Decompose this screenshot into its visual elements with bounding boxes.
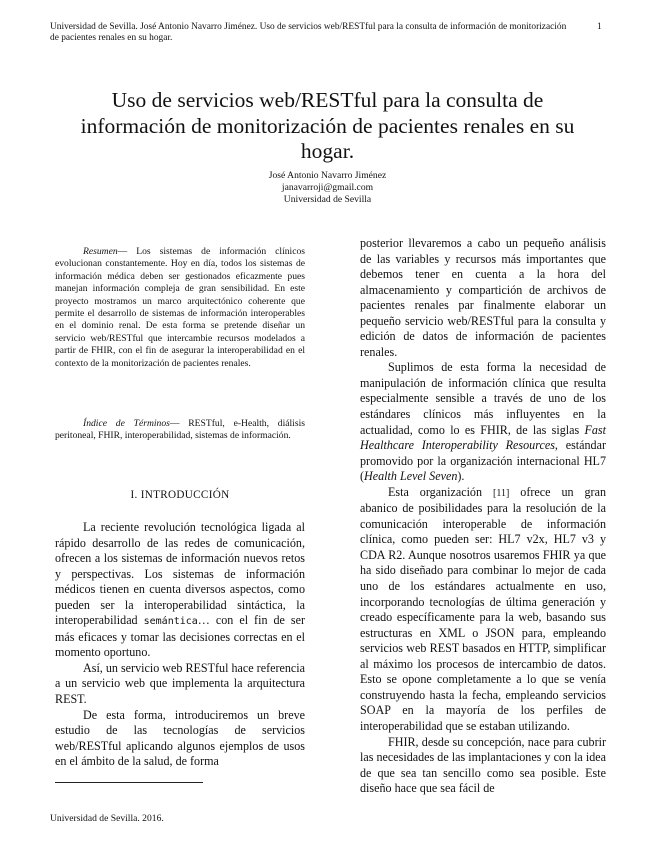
paragraph: De esta forma, introduciremos un breve estudio de las tecnologías de servicios web/RESTful aplicando algunos ejemplos de usos en el ámbito de la salud, de forma <box>55 707 305 769</box>
index-terms-dash: — <box>169 418 180 429</box>
author-name: José Antonio Navarro Jiménez <box>268 170 387 181</box>
section-heading: I. INTRODUCCIÓN <box>130 489 230 501</box>
footnote-rule <box>55 782 203 783</box>
author-block <box>0 170 655 206</box>
paragraph: FHIR, desde su concepción, nace para cubrir las necesidades de las implantaciones y con la idea de que sea tan sencillo como sea posible. Este diseño hace que sea fácil de <box>360 734 606 796</box>
paragraph: Esta organización [11] ofrece un gran abanico de posibilidades para la resolución de la comunicación interoperable de información clínica, como pueden ser: HL7 v2x, HL7 v3 y CDA R2. Aunque nosotros usaremos FHIR ya que ha sido diseñado para combinar lo mejor de cada uno de los estándares actualmente en uso, incorporando tecnologías de última generación y creado específicamente para la web, basando sus estructuras en XML o JSON para, empleando servicios web REST basados en HTTP, simplificar al máximo los procesos de intercambio de datos. Esto se opone completamente a lo que se venía construyendo hasta la fecha, empleando servicios SOAP en la mayoría de los perfiles de interoperabilidad que se estaban utilizando. <box>360 484 606 733</box>
author-email: janavarroji@gmail.com <box>281 182 374 193</box>
semantica-word: semántica <box>143 616 198 628</box>
paragraph: La reciente revolución tecnológica ligada al rápido desarrollo de las redes de comunicación, ofrecen a los sistemas de información nuevos retos y perspectivas. Los sistemas de información médicos tienen en cuenta diversos aspectos, como pueden ser la interoperabilidad sintáctica, la interoperabilidad semántica… con el fin de ser más eficaces y tomar las decisiones correctas en el momento oportuno. <box>55 520 305 660</box>
index-terms-text: RESTful, e-Health, diálisis peritoneal, FHIR, interoperabilidad, sistemas de información. <box>55 418 305 442</box>
abstract-dash: — <box>117 246 128 257</box>
abstract-label: Resumen <box>83 246 118 257</box>
running-head: Universidad de Sevilla. José Antonio Navarro Jiménez. Uso de servicios web/RESTful para la consulta de información de monitorización de pacientes renales en su hogar. <box>50 22 567 43</box>
left-column-body <box>55 520 305 770</box>
paragraph: posterior llevaremos a cabo un pequeño análisis de las variables y recursos más importantes que debemos tener en cuenta a la hora del almacenamiento y compartición de archivos de pacientes renales par finalmente elaborar un pequeño servicio web/RESTful para la consulta y edición de datos de información de pacientes renales. <box>360 236 606 359</box>
abstract-text: Los sistemas de información clínicos evolucionan constantemente. Hoy en día, todos los sistemas de información médica deben ser gestionados eficazmente pues manejan información compleja de gran sensibilidad. En este proyecto mostramos un marco arquitectónico coherente que permite el desarrollo de sistemas de información interoperables en el dominio renal. De esta forma se pretende diseñar un servicio web/RESTful que intercambie recursos modelados a partir de FHIR, con el fin de asegurar la interoperabilidad en el contexto de la monitorización de pacientes renales. <box>55 246 305 369</box>
index-terms <box>55 418 305 443</box>
abstract <box>55 246 305 370</box>
author-affiliation: Universidad de Sevilla <box>283 194 372 205</box>
index-terms-label: Índice de Términos <box>83 418 170 429</box>
right-column-body <box>360 236 606 797</box>
citation-ref: [11] <box>493 487 510 499</box>
paper-title: Uso de servicios web/RESTful para la consulta de información de monitorización de pacientes renales en su hogar. <box>80 88 575 163</box>
page-number: 1 <box>597 22 602 32</box>
paragraph: Suplimos de esta forma la necesidad de manipulación de información clínica que resulta especialmente sensible a través de uno de los estándares clínicos más influyentes en la actualidad, como lo es FHIR, de las siglas Fast Healthcare Interoperability Resources, estándar promovido por la organización internacional HL7 (Health Level Seven). <box>360 360 606 484</box>
page-footer: Universidad de Sevilla. 2016. <box>50 813 164 824</box>
paragraph: Así, un servicio web RESTful hace referencia a un servicio web que implementa la arquitectura REST. <box>55 660 305 707</box>
